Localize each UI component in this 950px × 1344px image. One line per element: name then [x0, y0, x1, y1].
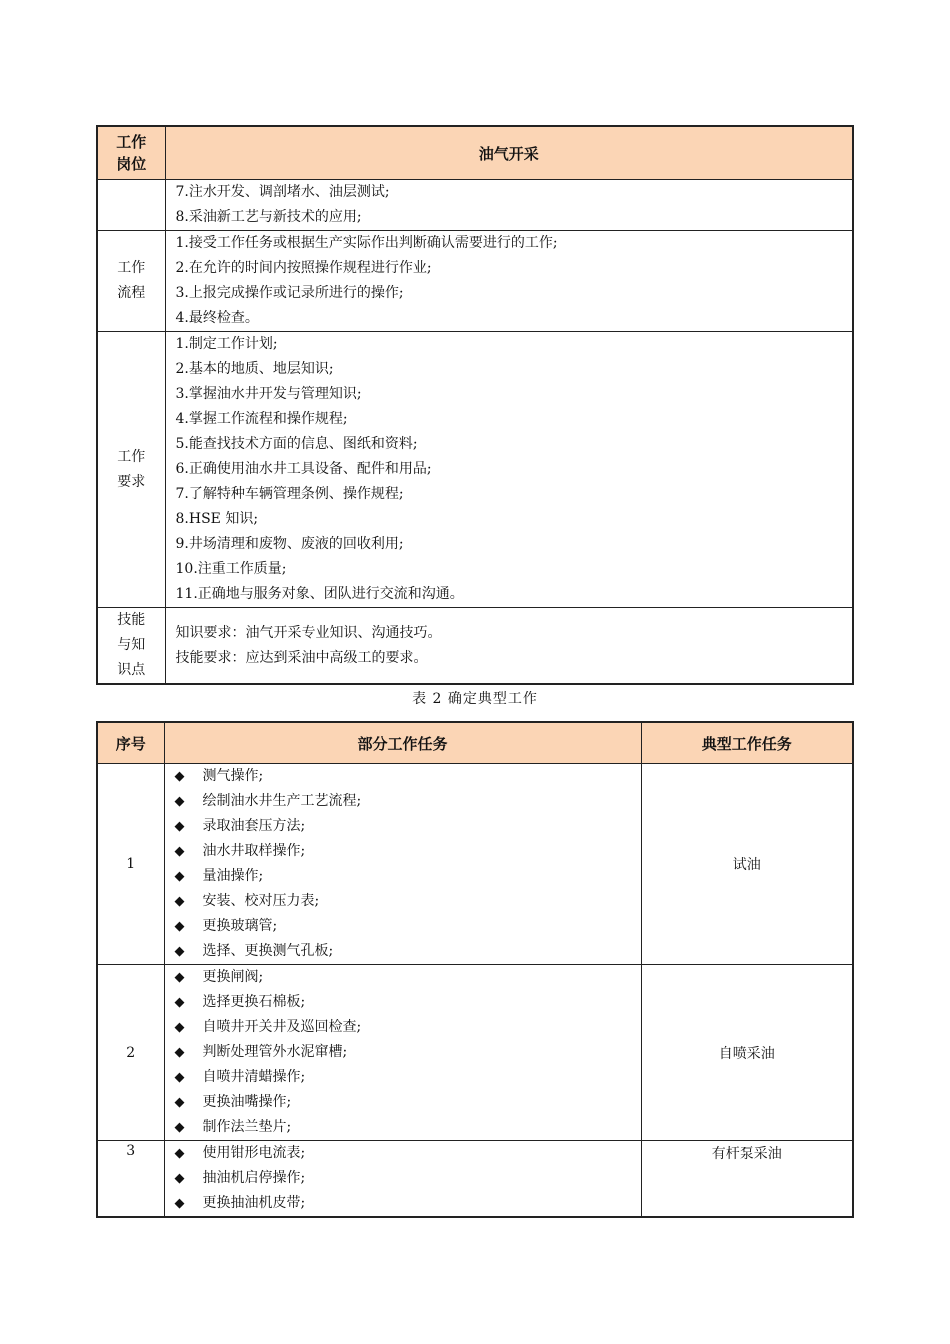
list-item: 7.了解特种车辆管理条例、操作规程;	[175, 486, 404, 502]
row-content-cell	[165, 608, 853, 685]
table-row	[97, 1141, 853, 1218]
row-content-cell	[165, 231, 853, 332]
bullet-diamond-icon: ◆	[174, 769, 185, 784]
list-item: 10.注重工作质量;	[175, 561, 287, 577]
row-label-line: 识点	[117, 662, 146, 678]
row-label-line: 工作	[117, 448, 146, 465]
row-label-line: 要求	[117, 473, 146, 490]
task-item: ◆ 抽油机启停操作;	[175, 1166, 641, 1191]
task-item: ◆ 制作法兰垫片;	[175, 1115, 641, 1140]
list-item: 技能要求：应达到采油中高级工的要求。	[175, 649, 428, 666]
task-item: ◆ 量油操作;	[175, 864, 641, 889]
column-header-tasks: 部分工作任务	[164, 722, 641, 764]
bullet-diamond-icon: ◆	[174, 1196, 185, 1211]
table2-header-row	[97, 722, 853, 764]
list-item: 11.正确地与服务对象、团队进行交流和沟通。	[175, 586, 464, 602]
column-header-typical: 典型工作任务	[641, 722, 853, 764]
task-item: ◆ 录取油套压方法;	[175, 814, 641, 839]
list-item: 9.井场清理和废物、废液的回收利用;	[175, 536, 404, 552]
table1-row	[97, 608, 853, 685]
list-item: 2.基本的地质、地层知识;	[175, 361, 334, 377]
bullet-diamond-icon: ◆	[174, 894, 185, 909]
table1-header-row	[97, 126, 853, 180]
bullet-diamond-icon: ◆	[174, 819, 185, 834]
list-item: 8.采油新工艺与新技术的应用;	[175, 209, 362, 225]
table-row	[97, 965, 853, 1141]
bullet-diamond-icon: ◆	[174, 919, 185, 934]
task-list	[164, 764, 641, 965]
task-list	[164, 1141, 641, 1218]
row-label-cell	[97, 332, 165, 608]
task-item: ◆ 更换玻璃管;	[175, 914, 641, 939]
column-header-number: 序号	[97, 722, 164, 764]
task-item: ◆ 安装、校对压力表;	[175, 889, 641, 914]
task-item: ◆ 绘制油水井生产工艺流程;	[175, 789, 641, 814]
row-label-cell	[97, 608, 165, 685]
list-item: 7.注水开发、调剖堵水、油层测试;	[175, 184, 390, 200]
typical-task: 有杆泵采油	[641, 1141, 853, 1218]
row-label-cell	[97, 231, 165, 332]
bullet-diamond-icon: ◆	[174, 844, 185, 859]
bullet-diamond-icon: ◆	[174, 1146, 185, 1161]
job-analysis-table	[96, 125, 854, 685]
list-item: 5.能查找技术方面的信息、图纸和资料;	[175, 436, 418, 452]
row-number: 2	[97, 965, 164, 1141]
typical-task: 试油	[641, 764, 853, 965]
task-item: ◆ 判断处理管外水泥窜槽;	[175, 1040, 641, 1065]
header-label-cell	[97, 126, 165, 180]
bullet-diamond-icon: ◆	[174, 794, 185, 809]
row-label-line: 流程	[117, 285, 146, 301]
row-label-line: 与知	[117, 637, 146, 653]
task-item: ◆ 使用钳形电流表;	[175, 1141, 641, 1166]
task-item: ◆ 选择更换石棉板;	[175, 990, 641, 1015]
list-item: 4.掌握工作流程和操作规程;	[175, 411, 348, 427]
list-item: 6.正确使用油水井工具设备、配件和用品;	[175, 461, 432, 477]
bullet-diamond-icon: ◆	[174, 995, 185, 1010]
list-item: 4.最终检查。	[175, 310, 259, 326]
table1-row	[97, 332, 853, 608]
task-item: ◆ 测气操作;	[175, 764, 641, 789]
row-content-cell	[165, 180, 853, 231]
header-value-cell: 油气开采	[165, 126, 853, 180]
task-item: ◆ 油水井取样操作;	[175, 839, 641, 864]
task-item: ◆ 更换油嘴操作;	[175, 1090, 641, 1115]
row-content-cell	[165, 332, 853, 608]
bullet-diamond-icon: ◆	[174, 1095, 185, 1110]
bullet-diamond-icon: ◆	[174, 970, 185, 985]
bullet-diamond-icon: ◆	[174, 944, 185, 959]
list-item: 知识要求：油气开采专业知识、沟通技巧。	[175, 624, 442, 641]
table1-row	[97, 231, 853, 332]
row-number: 1	[97, 764, 164, 965]
bullet-diamond-icon: ◆	[174, 1045, 185, 1060]
row-label-line: 工作	[117, 260, 146, 276]
row-label-line: 技能	[117, 612, 146, 628]
list-item: 8.HSE 知识;	[175, 511, 259, 527]
bullet-diamond-icon: ◆	[174, 1070, 185, 1085]
table-row	[97, 764, 853, 965]
task-item: ◆ 选择、更换测气孔板;	[175, 939, 641, 964]
bullet-diamond-icon: ◆	[174, 1120, 185, 1135]
task-item: ◆ 更换闸阀;	[175, 965, 641, 990]
list-item: 2.在允许的时间内按照操作规程进行作业;	[175, 260, 432, 276]
list-item: 1.制定工作计划;	[175, 336, 278, 352]
table1-row	[97, 180, 853, 231]
typical-tasks-table	[96, 721, 854, 1218]
list-item: 3.掌握油水井开发与管理知识;	[175, 386, 362, 402]
row-number: 3	[97, 1141, 164, 1218]
list-item: 3.上报完成操作或记录所进行的操作;	[175, 285, 404, 301]
table-caption: 表 2 确定典型工作	[412, 691, 538, 707]
row-label-cell	[97, 180, 165, 231]
header-label-line1: 工作	[116, 133, 147, 151]
header-label-line2: 岗位	[116, 155, 147, 173]
bullet-diamond-icon: ◆	[174, 1020, 185, 1035]
task-list	[164, 965, 641, 1141]
bullet-diamond-icon: ◆	[174, 869, 185, 884]
list-item: 1.接受工作任务或根据生产实际作出判断确认需要进行的工作;	[175, 235, 558, 251]
task-item: ◆ 更换抽油机皮带;	[175, 1191, 641, 1216]
task-item: ◆ 自喷井清蜡操作;	[175, 1065, 641, 1090]
typical-task: 自喷采油	[641, 965, 853, 1141]
bullet-diamond-icon: ◆	[174, 1171, 185, 1186]
task-item: ◆ 自喷井开关井及巡回检查;	[175, 1015, 641, 1040]
